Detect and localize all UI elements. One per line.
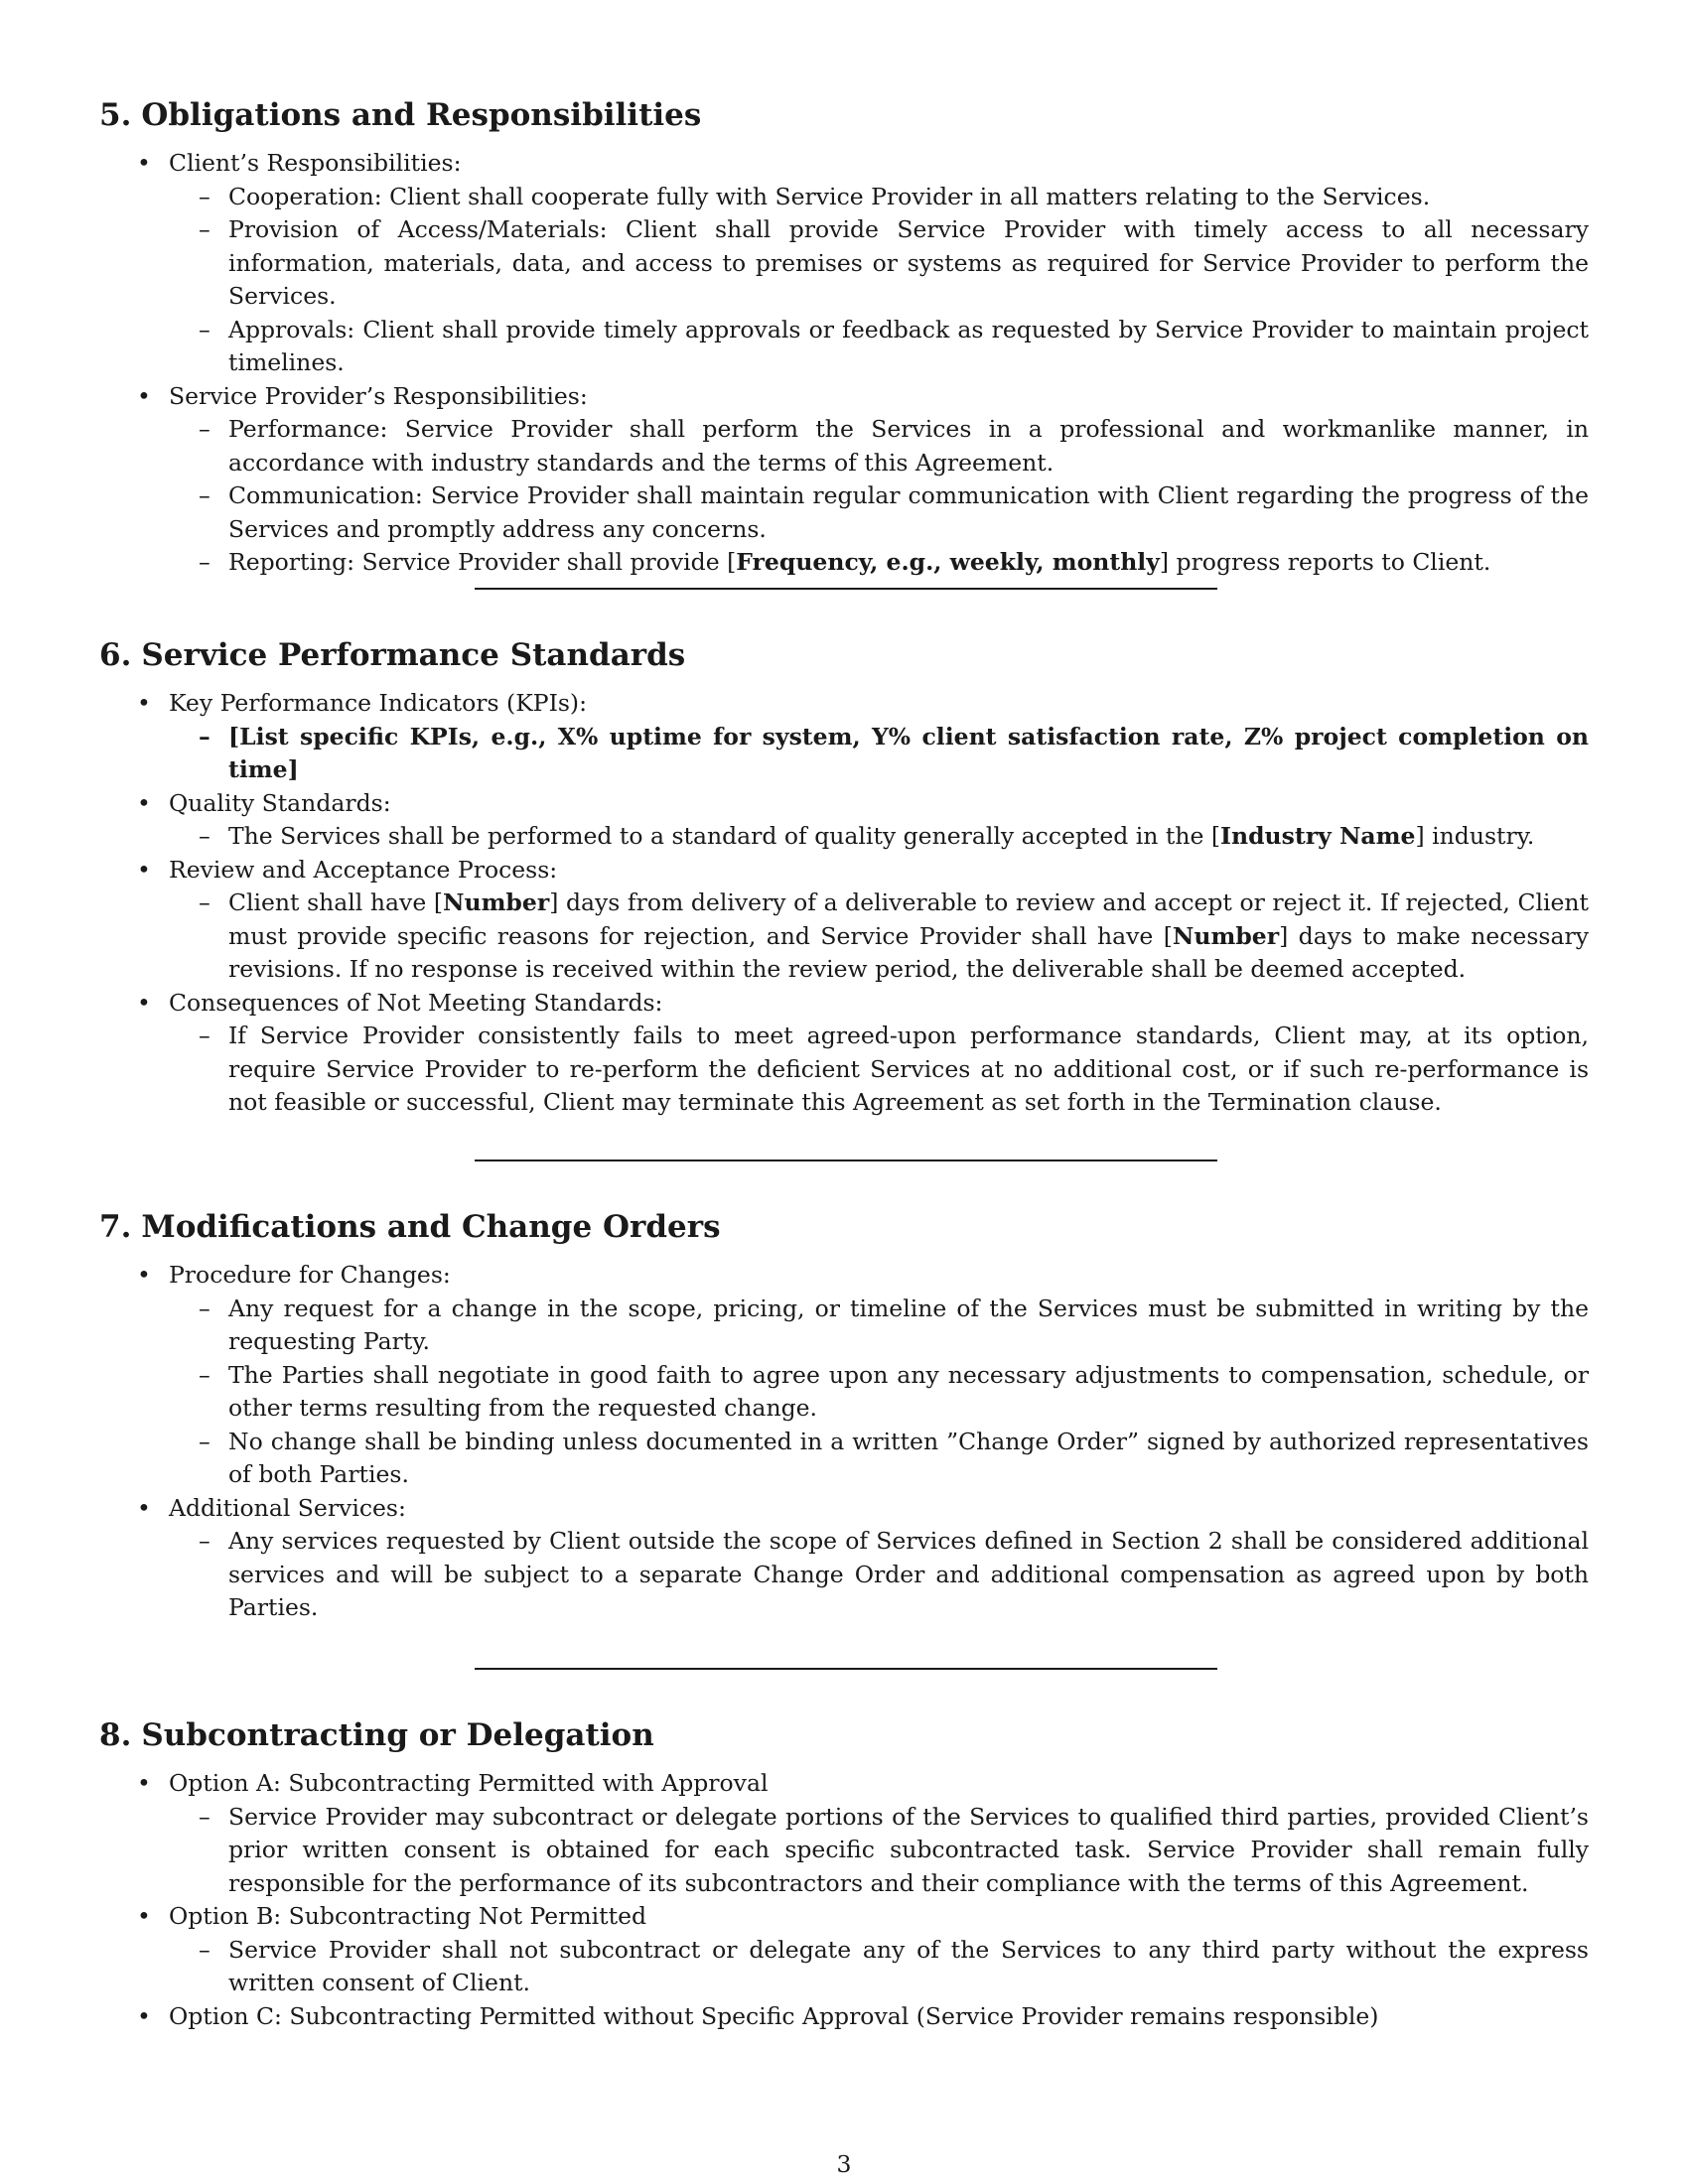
page-number: 3 [836, 2150, 852, 2178]
section-6-heading: 6. Service Performance Standards [99, 637, 686, 673]
review-acceptance: • Review and Acceptance Process: – Client shall have [Number] days from delivery of a deliverable to review and accept or reject it. If rejected, Client must provide specific reasons for rejection, and Service Provider shall have [Number] days to make necessary revisions. If no response is received within the review period, the deliverable shall be deemed accepted. [99, 854, 1589, 987]
client-responsibilities: • Client’s Responsibilities: – Cooperation: Client shall cooperate fully with Service Provider in all matters relating to the Services. – Provision of Access/Materials: Client shall provide Service Provider with timely access to all necessary information, materials, data, and access to premises or systems as required for Service Provider to perform the Services. – Approvals: Client shall provide timely approvals or feedback as requested by Service Provider to maintain project timelines. [99, 147, 1589, 380]
list-item: – No change shall be binding unless documented in a written ”Change Order” signed by authorized representatives of both Parties. [169, 1426, 1589, 1492]
kpis: • Key Performance Indicators (KPIs): – [List specific KPIs, e.g., X% uptime for system, Y% client satisfaction rate, Z% project completion on time] [99, 687, 1589, 787]
list-item: – Communication: Service Provider shall maintain regular communication with Client regarding the progress of the Services and promptly address any concerns. [169, 479, 1589, 546]
section-divider [475, 1668, 1217, 1670]
list-item: – Approvals: Client shall provide timely approvals or feedback as requested by Service Provider to maintain project timelines. [169, 314, 1589, 380]
list-item: – The Services shall be performed to a standard of quality generally accepted in the [Industry Name] industry. [169, 820, 1589, 854]
option-a: • Option A: Subcontracting Permitted with Approval – Service Provider may subcontract or delegate portions of the Services to qualified third parties, provided Client’s prior written consent is obtained for each specific subcontracted task. Service Provider shall remain fully responsible for the performance of its subcontractors and their compliance with the terms of this Agreement. [99, 1767, 1589, 1900]
option-b: • Option B: Subcontracting Not Permitted – Service Provider shall not subcontract or delegate any of the Services to any third party without the express written consent of Client. [99, 1900, 1589, 2000]
consequences: • Consequences of Not Meeting Standards: – If Service Provider consistently fails to meet agreed-upon performance standards, Client may, at its option, require Service Provider to re-perform the deficient Services at no additional cost, or if such re-performance is not feasible or successful, Client may terminate this Agreement as set forth in the Termination clause. [99, 987, 1589, 1120]
section-8-heading: 8. Subcontracting or Delegation [99, 1717, 654, 1753]
list-item: – Service Provider may subcontract or delegate portions of the Services to qualified third parties, provided Client’s prior written consent is obtained for each specific subcontracted task. Service Provider shall remain fully responsible for the performance of its subcontractors and their compliance with the terms of this Agreement. [169, 1801, 1589, 1901]
list-item: – [List specific KPIs, e.g., X% uptime for system, Y% client satisfaction rate, Z% project completion on time] [169, 721, 1589, 787]
quality-standards: • Quality Standards: – The Services shall be performed to a standard of quality generally accepted in the [Industry Name] industry. [99, 787, 1589, 854]
section-6 [99, 635, 1589, 1120]
list-item-reporting: – Reporting: Service Provider shall provide [Frequency, e.g., weekly, monthly] progress reports to Client. [169, 546, 1589, 580]
section-8 [99, 1715, 1589, 2033]
section-divider [475, 588, 1217, 590]
list-item: – The Parties shall negotiate in good faith to agree upon any necessary adjustments to compensation, schedule, or other terms resulting from the requested change. [169, 1359, 1589, 1426]
list-item: – Any request for a change in the scope, pricing, or timeline of the Services must be submitted in writing by the requesting Party. [169, 1293, 1589, 1359]
option-c: • Option C: Subcontracting Permitted without Specific Approval (Service Provider remains responsible) [99, 2000, 1589, 2034]
procedure-for-changes: • Procedure for Changes: – Any request for a change in the scope, pricing, or timeline of the Services must be submitted in writing by the requesting Party. – The Parties shall negotiate in good faith to agree upon any necessary adjustments to compensation, schedule, or other terms resulting from the requested change. – No change shall be binding unless documented in a written ”Change Order” signed by authorized representatives of both Parties. [99, 1259, 1589, 1492]
section-5-heading: 5. Obligations and Responsibilities [99, 97, 702, 133]
list-item: – Cooperation: Client shall cooperate fully with Service Provider in all matters relating to the Services. [169, 181, 1589, 214]
list-item: – If Service Provider consistently fails to meet agreed-upon performance standards, Client may, at its option, require Service Provider to re-perform the deficient Services at no additional cost, or if such re-performance is not feasible or successful, Client may terminate this Agreement as set forth in the Termination clause. [169, 1020, 1589, 1120]
list-item: – Performance: Service Provider shall perform the Services in a professional and workmanlike manner, in accordance with industry standards and the terms of this Agreement. [169, 413, 1589, 479]
additional-services: • Additional Services: – Any services requested by Client outside the scope of Services defined in Section 2 shall be considered additional services and will be subject to a separate Change Order and additional compensation as agreed upon by both Parties. [99, 1492, 1589, 1625]
section-7-heading: 7. Modifications and Change Orders [99, 1209, 721, 1245]
list-item: – Any services requested by Client outside the scope of Services defined in Section 2 shall be considered additional services and will be subject to a separate Change Order and additional compensation as agreed upon by both Parties. [169, 1525, 1589, 1625]
list-item: – Client shall have [Number] days from delivery of a deliverable to review and accept or reject it. If rejected, Client must provide specific reasons for rejection, and Service Provider shall have [Number] days to make necessary revisions. If no response is received within the review period, the deliverable shall be deemed accepted. [169, 887, 1589, 987]
list-item: – Service Provider shall not subcontract or delegate any of the Services to any third party without the express written consent of Client. [169, 1934, 1589, 2000]
section-5 [99, 95, 1589, 580]
service-provider-responsibilities: • Service Provider’s Responsibilities: – Performance: Service Provider shall perform the Services in a professional and workmanlike manner, in accordance with industry standards and the terms of this Agreement. – Communication: Service Provider shall maintain regular communication with Client regarding the progress of the Services and promptly address any concerns. – Reporting: Service Provider shall provide [Frequency, e.g., weekly, monthly] progress reports to Client. [99, 380, 1589, 580]
section-7 [99, 1207, 1589, 1625]
section-divider [475, 1160, 1217, 1161]
list-item: – Provision of Access/Materials: Client shall provide Service Provider with timely access to all necessary information, materials, data, and access to premises or systems as required for Service Provider to perform the Services. [169, 213, 1589, 314]
